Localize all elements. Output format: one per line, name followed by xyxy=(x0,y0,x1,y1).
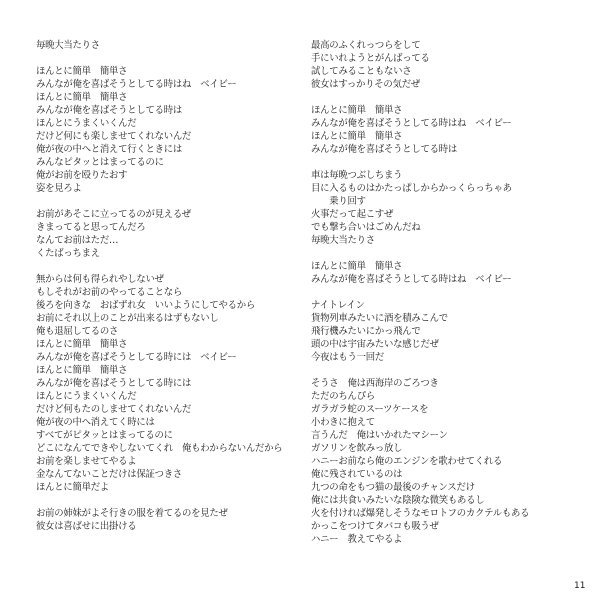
lyric-line: かっこをつけてタバコも吸うぜ xyxy=(311,521,439,532)
lyric-line: どこになんてできやしないてくれ 俺もわからないんだから xyxy=(36,443,283,454)
lyric-line: ガラガラ蛇のスーツケースを xyxy=(311,404,429,415)
lyric-line: ハニー 教えてやるよ xyxy=(311,534,403,545)
lyric-line: 彼女はすっかりその気だぜ xyxy=(311,79,420,90)
lyric-line: 目に入るものはかたっぱしからかっくらっちゃあ xyxy=(311,183,512,194)
lyric-line: お前の姉妹がよそ行きの服を着てるのを見たぜ xyxy=(36,508,228,519)
lyric-line: お前があそこに立ってるのが見えるぜ xyxy=(36,209,191,220)
lyric-line: ほんとに簡単 簡単さ xyxy=(36,66,128,77)
lyric-line: みんなが俺を喜ばそうとしてる時はね ベイビー xyxy=(311,118,512,129)
lyric-line: 彼女は喜ばせに出掛ける xyxy=(36,521,137,532)
lyric-line: ほんとにうまくいくんだ xyxy=(36,391,137,402)
lyric-line: 俺には共食いみたいな陰険な微笑もあるし xyxy=(311,495,485,506)
lyric-line: 飛行機みたいにかっ飛んで xyxy=(311,326,421,337)
lyric-line: だけど何もたのしませてくれないんだ xyxy=(36,404,192,415)
lyric-line: ほんとに簡単 簡単さ xyxy=(36,339,128,350)
lyric-line: 乗り回す xyxy=(311,196,366,207)
lyric-line: ほんとに簡単 簡単さ xyxy=(36,92,128,103)
lyric-line: みんなが俺を喜ばそうとしてる時には ベイビー xyxy=(36,352,237,363)
lyric-line: 後ろを向きな おばずれ女 いいようにしてやるから xyxy=(36,300,256,311)
lyric-line: 毎晩大当たりさ xyxy=(311,235,375,246)
lyric-line: 最高のふくれっつらをして xyxy=(311,40,421,51)
lyric-line: きまってると思ってんだろ xyxy=(36,222,146,233)
lyric-line: 毎晩大当たりさ xyxy=(36,40,100,51)
lyric-line: ガソリンを飲みっ放し xyxy=(311,443,403,454)
lyric-line: だけど何にも楽しませてくれないんだ xyxy=(36,131,192,142)
page-number: 11 xyxy=(574,581,586,591)
lyric-line: 車は毎晩つぶしちまう xyxy=(311,170,403,181)
lyric-line: ほんとに簡単 簡単さ xyxy=(311,261,403,272)
lyric-line: 俺が夜の中へと消えて行くときには xyxy=(36,144,183,155)
lyric-line: 手にいれようとがんばってる xyxy=(311,53,430,64)
lyric-line: 俺がお前を殴りたおす xyxy=(36,170,128,181)
lyric-line: 言うんだ 俺はいかれたマシーン xyxy=(311,430,448,441)
lyric-line: みんなが俺を喜ばそうとしてる時はね ベイビー xyxy=(311,274,512,285)
lyric-line: ほんとに簡単だよ xyxy=(36,482,110,493)
lyric-line: ほんとに簡単 簡単さ xyxy=(311,105,403,116)
lyric-line: 試してみることもないさ xyxy=(311,66,412,77)
lyric-line: ほんとにうまくいくんだ xyxy=(36,118,137,129)
lyric-line: 頭の中は宇宙みたいな感じだぜ xyxy=(311,339,439,350)
lyric-line: みんなピタッとはまってるのに xyxy=(36,157,164,168)
lyric-line: くたばっちまえ xyxy=(36,248,100,259)
lyric-line: そうさ 俺は西海岸のごろつき xyxy=(311,378,439,389)
lyric-line: 小わきに抱えて xyxy=(311,417,375,428)
lyric-line: 九つの命をもつ猫の最後のチャンスだけ xyxy=(311,482,475,493)
lyric-line: みんなが俺を喜ばそうとしてる時は xyxy=(36,105,183,116)
lyric-line: みんなが俺を喜ばそうとしてる時はね ベイビー xyxy=(36,79,237,90)
lyric-line: 火を付ければ爆発しそうなモロトフのカクテルもある xyxy=(311,508,530,519)
lyric-line: みんなが俺を喜ばそうとしてる時には xyxy=(36,378,192,389)
lyric-line: 金なんてないことだけは保証つきさ xyxy=(36,469,183,480)
lyric-line: 俺も退屈してるのさ xyxy=(36,326,119,337)
lyric-line: ほんとに簡単 簡単さ xyxy=(36,365,128,376)
lyric-line: ナイトレイン xyxy=(311,300,365,311)
lyric-line: お前にそれ以上のことが出来るはずもないし xyxy=(36,313,219,324)
lyric-line: 俺に残されているのは xyxy=(311,469,403,480)
lyric-line: 火事だって起こすぜ xyxy=(311,209,394,220)
lyric-line: 姿を見ろよ xyxy=(36,183,82,194)
lyric-line: 無からは何も得られやしないぜ xyxy=(36,274,164,285)
lyric-line: ハニーお前なら俺のエンジンを歌わせてくれる xyxy=(311,456,503,467)
lyric-line: ただのちんぴら xyxy=(311,391,375,402)
lyric-line: でも撃ち合いはごめんだね xyxy=(311,222,421,233)
lyric-line: お前を楽しませてやるよ xyxy=(36,456,137,467)
lyric-line: 貨物列車みたいに酒を積みこんで xyxy=(311,313,448,324)
lyric-line: ほんとに簡単 簡単さ xyxy=(311,131,403,142)
lyric-line: なんてお前はただ… xyxy=(36,235,119,246)
lyric-line: みんなが俺を喜ばそうとしてる時は xyxy=(311,144,458,155)
lyric-line: 今夜はもう一回だ xyxy=(311,352,385,363)
lyric-line: すべてがピタッとはまってるのに xyxy=(36,430,173,441)
lyric-line: もしそれがお前のやってることなら xyxy=(36,287,183,298)
lyric-line: 俺が夜の中へ消えてく時には xyxy=(36,417,155,428)
